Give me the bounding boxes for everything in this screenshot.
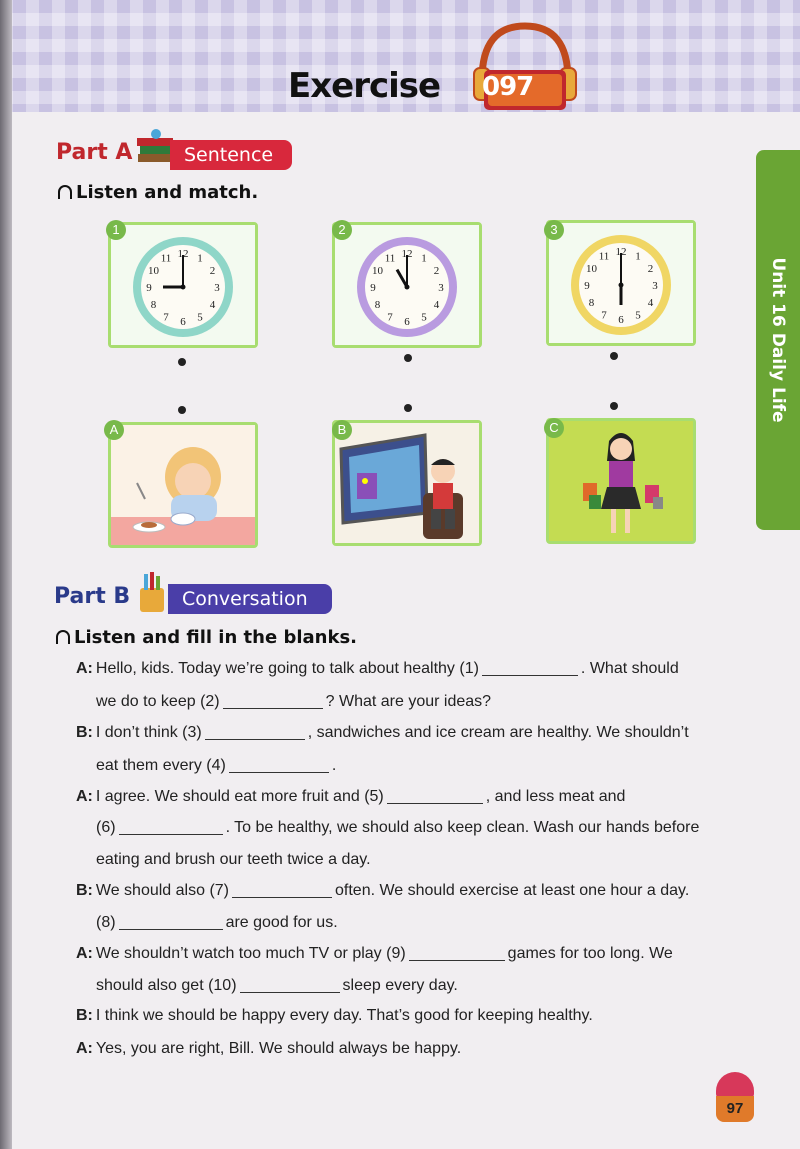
conversation-line — [76, 945, 673, 963]
clock-card-3 — [546, 220, 696, 346]
conversation-line — [76, 1007, 593, 1025]
blank-9[interactable] — [409, 946, 505, 961]
conversation-line — [76, 788, 625, 806]
clock-numeral: 8 — [150, 299, 157, 311]
clock-numeral: 3 — [214, 282, 220, 294]
line-text: sleep every day. — [342, 977, 458, 994]
line-text: should also get (10) — [96, 977, 237, 994]
clock-numeral: 12 — [177, 248, 189, 260]
line-text: Yes, you are right, Bill. We should always be happy. — [95, 1040, 462, 1057]
match-dot-picture-b[interactable] — [404, 404, 412, 412]
picture-letter: B — [332, 420, 352, 440]
picture-card-b — [332, 420, 482, 546]
clock-numeral: 6 — [180, 316, 186, 328]
part-a-label: Part A — [56, 140, 133, 165]
blank-6[interactable] — [119, 820, 223, 835]
clock-numeral: 7 — [387, 311, 393, 324]
clock-pin — [181, 285, 186, 290]
clock-numeral: 1 — [197, 252, 203, 265]
line-text: . — [331, 757, 337, 774]
clock-numeral: 5 — [421, 311, 427, 324]
line-text: Hello, kids. Today we’re going to talk about healthy (1) — [95, 660, 479, 677]
blank-7[interactable] — [232, 883, 332, 898]
clock-numeral: 8 — [374, 299, 381, 311]
clock-numeral: 7 — [601, 309, 607, 322]
speaker-label: A: — [76, 660, 93, 677]
picture-card-c — [546, 418, 696, 544]
clock-numeral: 1 — [421, 252, 427, 265]
headphone-small-icon — [56, 630, 70, 644]
speaker-label: A: — [76, 788, 93, 805]
picture-letter: A — [104, 420, 124, 440]
conversation-line — [96, 914, 338, 932]
speaker-label: A: — [76, 1040, 93, 1057]
section-label-sentence: Sentence — [170, 140, 292, 170]
part-a-instruction — [58, 182, 258, 203]
exercise-number: 097 — [482, 72, 534, 102]
clock-numeral: 6 — [404, 316, 410, 328]
clock-numeral: 10 — [586, 263, 598, 275]
blank-5[interactable] — [387, 789, 483, 804]
page-binding-shadow — [0, 0, 12, 1149]
blank-2[interactable] — [223, 694, 323, 709]
conversation-line — [76, 660, 679, 678]
clock-pin — [405, 285, 410, 290]
conversation-line — [76, 1040, 461, 1058]
clock-numeral: 8 — [588, 297, 595, 309]
clock-numeral: 5 — [197, 311, 203, 324]
headphone-small-icon — [58, 185, 72, 199]
part-a-instruction-text: Listen and match. — [76, 182, 259, 203]
girl-shopping-icon — [549, 421, 693, 541]
clock-number: 2 — [332, 220, 352, 240]
clock-numeral: 4 — [433, 299, 440, 311]
line-text: are good for us. — [225, 914, 338, 931]
clock-card-1 — [108, 222, 258, 348]
picture-letter: C — [544, 418, 564, 438]
conversation-line — [96, 977, 458, 995]
conversation-line — [96, 693, 491, 711]
blank-8[interactable] — [119, 915, 223, 930]
match-dot-picture-c[interactable] — [610, 402, 618, 410]
clock-numeral: 9 — [146, 282, 152, 294]
match-dot-clock-2[interactable] — [404, 354, 412, 362]
line-text: , and less meat and — [485, 788, 626, 805]
line-text: often. We should exercise at least one hour a day. — [335, 882, 690, 899]
line-text: I agree. We should eat more fruit and (5) — [95, 788, 384, 805]
blank-1[interactable] — [482, 661, 578, 676]
clock-numeral: 7 — [163, 311, 169, 324]
line-text: We should also (7) — [95, 882, 229, 899]
girl-eating-icon — [111, 425, 255, 545]
picture-card-a — [108, 422, 258, 548]
conversation-line — [76, 724, 689, 742]
line-text: (8) — [96, 914, 116, 931]
part-b-instruction — [56, 627, 357, 648]
clock-numeral: 11 — [384, 252, 396, 265]
clock-numeral: 4 — [647, 297, 654, 309]
clock-number: 1 — [106, 220, 126, 240]
clock-numeral: 2 — [209, 265, 216, 277]
clock-icon — [549, 223, 693, 343]
speaker-label: B: — [76, 882, 93, 899]
clock-number: 3 — [544, 220, 564, 240]
speaker-label: B: — [76, 1007, 93, 1024]
section-label-conversation: Conversation — [168, 584, 332, 614]
boy-watching-tv-icon — [335, 423, 479, 543]
conversation-line — [96, 757, 336, 775]
unit-side-tab-label: Unit 16 Daily Life — [768, 257, 788, 423]
clock-numeral: 4 — [209, 299, 216, 311]
line-text: , sandwiches and ice cream are healthy. We shouldn’t — [307, 724, 689, 741]
clock-numeral: 3 — [438, 282, 444, 294]
match-dot-picture-a[interactable] — [178, 406, 186, 414]
line-text: We shouldn’t watch too much TV or play (9) — [95, 945, 406, 962]
clock-pin — [619, 283, 624, 288]
blank-3[interactable] — [205, 725, 305, 740]
clock-numeral: 12 — [615, 246, 627, 258]
clock-numeral: 11 — [160, 252, 172, 265]
line-text: eating and brush our teeth twice a day. — [96, 851, 371, 868]
line-text: (6) — [96, 819, 116, 836]
cupcake-icon — [716, 1072, 754, 1098]
line-text: eat them every (4) — [96, 757, 226, 774]
line-text: . What should — [580, 660, 679, 677]
line-text: I don’t think (3) — [95, 724, 202, 741]
line-text: . To be healthy, we should also keep clean. Wash our hands before — [225, 819, 700, 836]
part-b-label: Part B — [54, 584, 131, 609]
line-text: ? What are your ideas? — [325, 693, 492, 710]
conversation-line — [96, 851, 371, 869]
clock-numeral: 1 — [635, 250, 641, 263]
clock-numeral: 5 — [635, 309, 641, 322]
page-title: Exercise — [288, 66, 441, 106]
clock-numeral: 12 — [401, 248, 413, 260]
line-text: we do to keep (2) — [96, 693, 220, 710]
clock-numeral: 2 — [647, 263, 654, 275]
clock-numeral: 3 — [652, 280, 658, 292]
conversation-line — [96, 819, 699, 837]
clock-numeral: 9 — [370, 282, 376, 294]
conversation-line — [76, 882, 689, 900]
clock-numeral: 9 — [584, 280, 590, 292]
match-dot-clock-1[interactable] — [178, 358, 186, 366]
clock-numeral: 11 — [598, 250, 610, 263]
headphones-icon — [470, 18, 580, 118]
clock-numeral: 10 — [372, 265, 384, 277]
match-dot-clock-3[interactable] — [610, 352, 618, 360]
blank-10[interactable] — [240, 978, 340, 993]
blank-4[interactable] — [229, 758, 329, 773]
line-text: games for too long. We — [507, 945, 673, 962]
clock-icon — [335, 225, 479, 345]
speaker-label: B: — [76, 724, 93, 741]
part-b-instruction-text: Listen and fill in the blanks. — [74, 627, 357, 648]
clock-numeral: 6 — [618, 314, 624, 326]
clock-numeral: 10 — [148, 265, 160, 277]
line-text: I think we should be happy every day. That’s good for keeping healthy. — [95, 1007, 593, 1024]
page-number: 97 — [716, 1096, 754, 1122]
clock-card-2 — [332, 222, 482, 348]
clock-icon — [111, 225, 255, 345]
clock-numeral: 2 — [433, 265, 440, 277]
speaker-label: A: — [76, 945, 93, 962]
